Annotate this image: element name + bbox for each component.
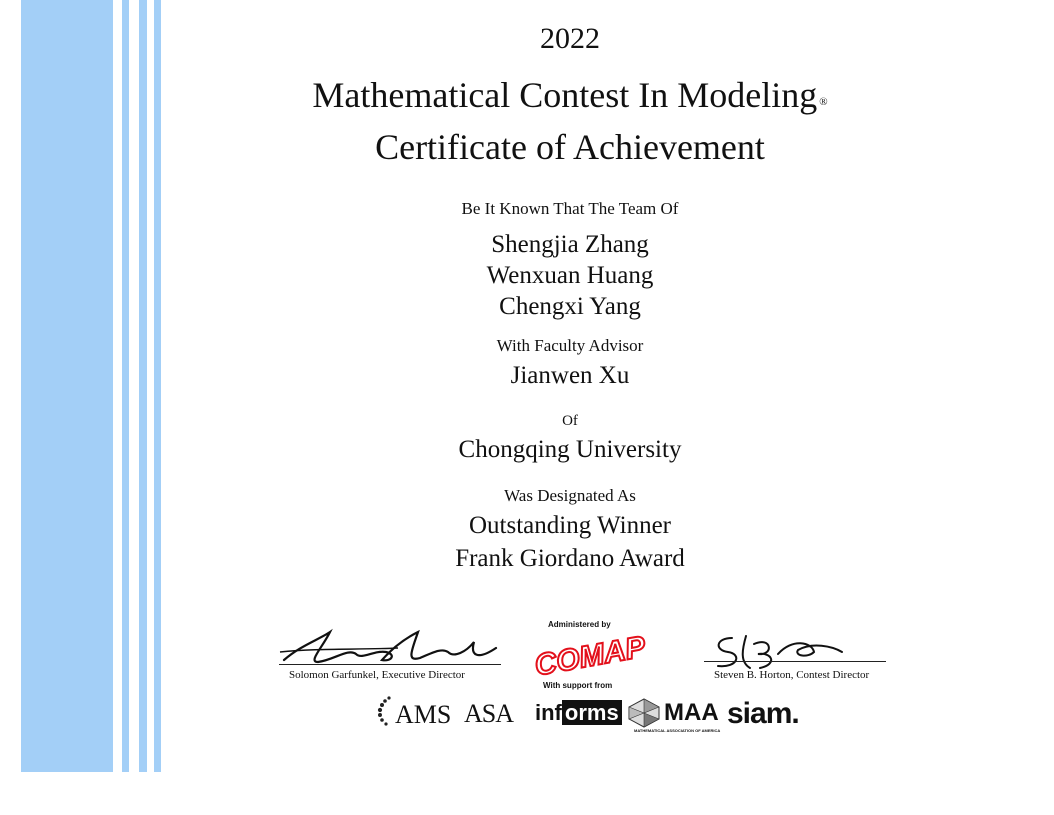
decorative-stripe-thin-3 (154, 0, 161, 772)
support-label: With support from (543, 681, 613, 690)
advisor-name: Jianwen Xu (510, 362, 630, 389)
decorative-stripe-thin-1 (122, 0, 129, 772)
signature-garfunkel (278, 622, 508, 670)
comap-logo-text: COMAP (532, 630, 648, 683)
advisor-label: With Faculty Advisor (496, 336, 644, 355)
team-member-3: Chengxi Yang (499, 293, 641, 320)
contest-title (312, 74, 827, 116)
asa-logo: ASA (464, 699, 514, 728)
signature-line-left (279, 664, 501, 665)
award-name: Frank Giordano Award (455, 545, 685, 572)
maa-logo: MAA (664, 699, 719, 726)
certificate-year: 2022 (540, 22, 600, 55)
informs-prefix: inf (535, 700, 562, 725)
maa-subtitle: MATHEMATICAL ASSOCIATION OF AMERICA (634, 728, 721, 733)
known-text: Be It Known That The Team Of (461, 199, 679, 218)
designated-label: Was Designated As (504, 486, 636, 505)
signature-line-right (704, 661, 886, 662)
informs-logo (535, 700, 622, 726)
signature-caption-right: Steven B. Horton, Contest Director (714, 669, 870, 681)
certificate-subtitle: Certificate of Achievement (375, 127, 765, 167)
comap-logo (530, 630, 648, 683)
team-member-1: Shengjia Zhang (491, 231, 649, 258)
designation: Outstanding Winner (469, 512, 671, 539)
informs-box: orms (562, 700, 622, 725)
ams-dots-icon (377, 694, 393, 733)
university-name: Chongqing University (458, 436, 682, 463)
decorative-stripe-thin-2 (139, 0, 147, 772)
team-member-2: Wenxuan Huang (486, 262, 654, 289)
signature-caption-left: Solomon Garfunkel, Executive Director (289, 669, 465, 681)
contest-title-text: Mathematical Contest In Modeling (312, 75, 818, 115)
siam-logo: siam. (727, 697, 799, 730)
of-label: Of (562, 413, 578, 429)
administered-by-label: Administered by (548, 620, 611, 629)
registered-mark: ® (819, 96, 828, 108)
decorative-stripe-wide (21, 0, 113, 772)
ams-logo: AMS (395, 700, 452, 729)
